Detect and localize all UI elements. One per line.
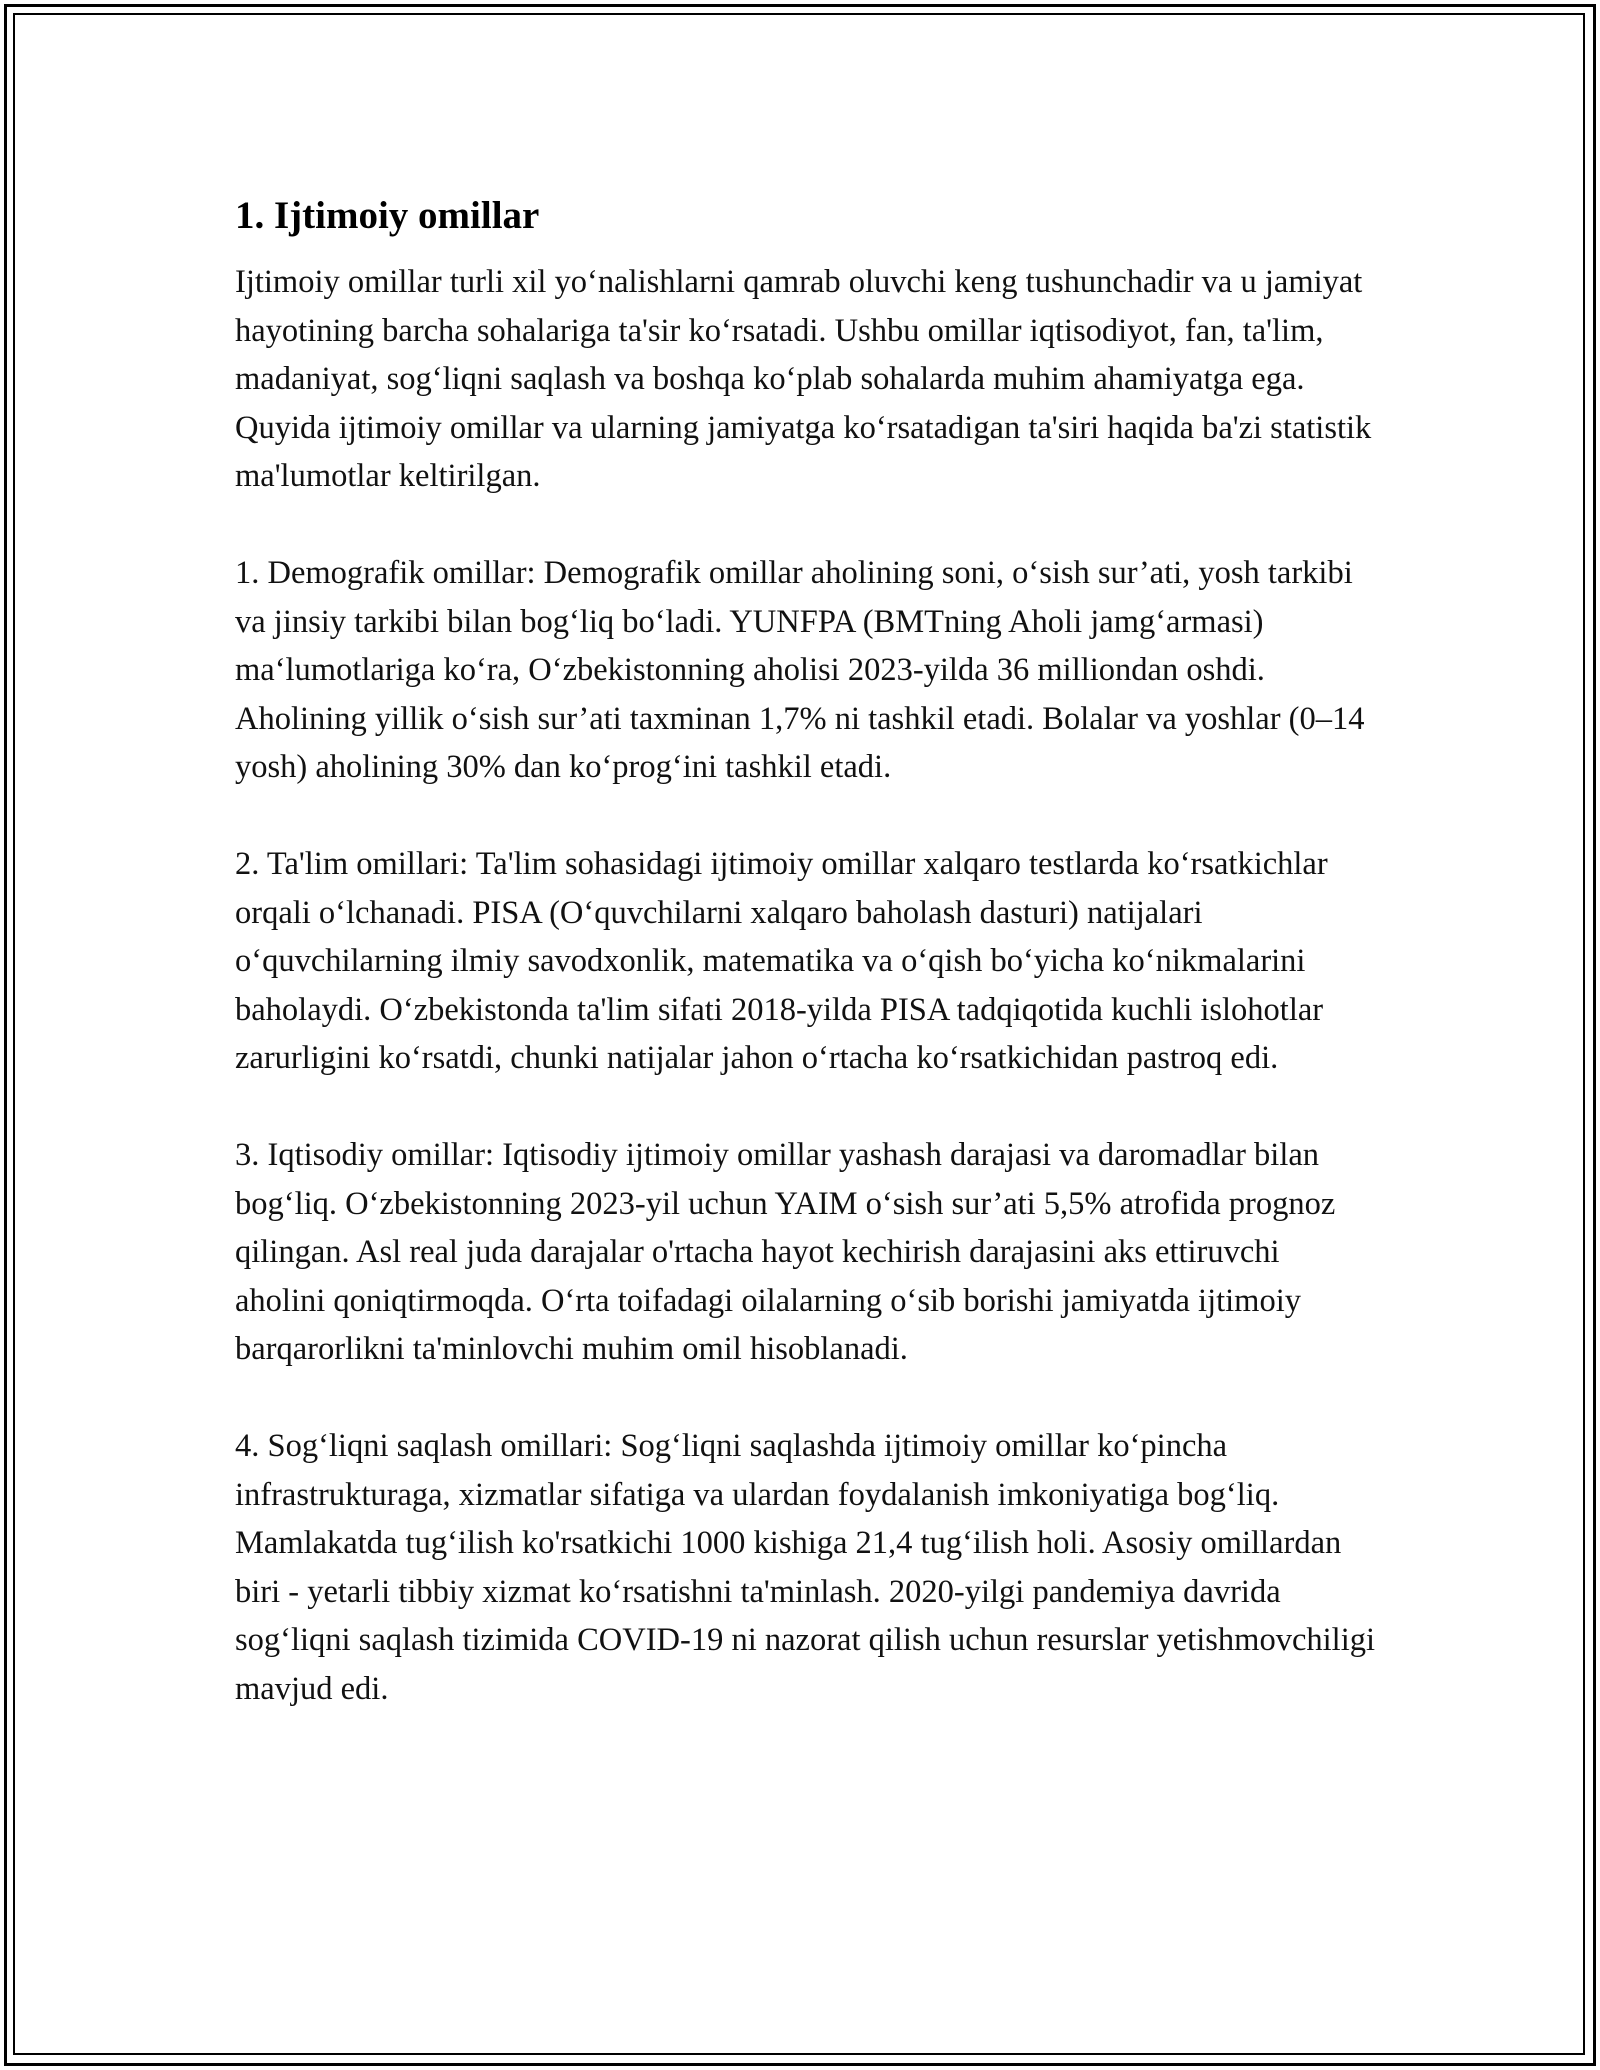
document-body	[235, 180, 1375, 1762]
demographic-paragraph: 1. Demografik omillar: Demografik omillar aholining soni, o‘sish sur’ati, yosh tarkibi va jinsiy tarkibi bilan bog‘liq bo‘ladi. YUNFPA (BMTning Aholi jamg‘armasi) ma‘lumotlariga ko‘ra, O‘zbekistonning aholisi 2023-yilda 36 milliondan oshdi. Aholining yillik o‘sish sur’ati taxminan 1,7% ni tashkil etadi. Bolalar va yoshlar (0–14 yosh) aholining 30% dan ko‘prog‘ini tashkil etadi.	[235, 555, 1365, 785]
section-heading: 1. Ijtimoiy omillar	[235, 194, 540, 237]
healthcare-paragraph: 4. Sog‘liqni saqlash omillari: Sog‘liqni saqlashda ijtimoiy omillar ko‘pincha infrastrukturaga, xizmatlar sifatiga va ulardan foydalanish imkoniyatiga bog‘liq. Mamlakatda tug‘ilish ko'rsatkichi 1000 kishiga 21,4 tug‘ilish holi. Asosiy omillardan biri - yetarli tibbiy xizmat ko‘rsatishni ta'minlash. 2020-yilgi pandemiya davrida sog‘liqni saqlash tizimida COVID-19 ni nazorat qilish uchun resurslar yetishmovchiligi mavjud edi.	[235, 1428, 1376, 1707]
economic-paragraph: 3. Iqtisodiy omillar: Iqtisodiy ijtimoiy omillar yashash darajasi va daromadlar bilan bog‘liq. O‘zbekistonning 2023-yil uchun YAIM o‘sish sur’ati 5,5% atrofida prognoz qilingan. Asl real juda darajalar o'rtacha hayot kechirish darajasini aks ettiruvchi aholini qoniqtirmoqda. O‘rta toifadagi oilalarning o‘sib borishi jamiyatda ijtimoiy barqarorlikni ta'minlovchi muhim omil hisoblanadi.	[235, 1137, 1336, 1367]
intro-paragraph: Ijtimoiy omillar turli xil yo‘nalishlarni qamrab oluvchi keng tushunchadir va u jamiyat hayotining barcha sohalariga ta'sir ko‘rsatadi. Ushbu omillar iqtisodiyot, fan, ta'lim, madaniyat, sog‘liqni saqlash va boshqa ko‘plab sohalarda muhim ahamiyatga ega. Quyida ijtimoiy omillar va ularning jamiyatga ko‘rsatadigan ta'siri haqida ba'zi statistik ma'lumotlar keltirilgan.	[235, 264, 1372, 494]
education-paragraph: 2. Ta'lim omillari: Ta'lim sohasidagi ijtimoiy omillar xalqaro testlarda ko‘rsatkichlar orqali o‘lchanadi. PISA (O‘quvchilarni xalqaro baholash dasturi) natijalari o‘quvchilarning ilmiy savodxonlik, matematika va o‘qish bo‘yicha ko‘nikmalarini baholaydi. O‘zbekistonda ta'lim sifati 2018-yilda PISA tadqiqotida kuchli islohotlar zarurligini ko‘rsatdi, chunki natijalar jahon o‘rtacha ko‘rsatkichidan pastroq edi.	[235, 846, 1328, 1076]
